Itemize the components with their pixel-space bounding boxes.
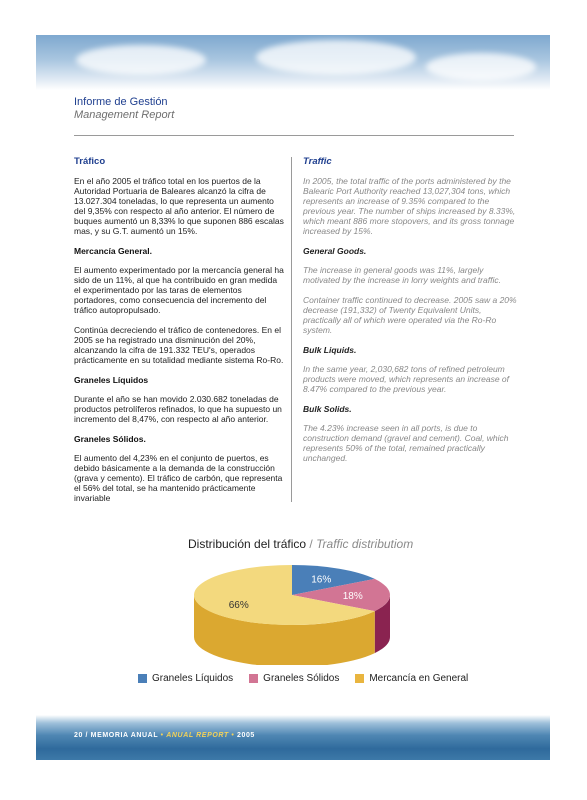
heading-bulk-solids: Bulk Solids. bbox=[303, 404, 352, 414]
footer-separator: / bbox=[85, 732, 89, 739]
footer-anual-report: ANUAL REPORT bbox=[166, 732, 229, 739]
legend-label: Graneles Líquidos bbox=[152, 673, 234, 684]
legend-label: Mercancía en General bbox=[369, 673, 469, 684]
cloud-decoration bbox=[256, 40, 416, 75]
english-column bbox=[303, 157, 518, 473]
chart-title bbox=[188, 537, 413, 551]
legend-item bbox=[138, 673, 233, 684]
spanish-column bbox=[74, 157, 286, 513]
pie-data-label: 16% bbox=[311, 574, 332, 586]
heading-solidos: Graneles Sólidos. bbox=[74, 434, 146, 444]
legend-label: Graneles Sólidos bbox=[263, 673, 340, 684]
paragraph: The 4.23% increase seen in all ports, is due to construction demand (gravel and cement). Coal, which represents 50% of the total, remained practically unchanged. bbox=[303, 423, 509, 463]
paragraph: In 2005, the total traffic of the ports administered by the Balearic Port Authority reached 13,027,304 tons, which represents an increase of 9.35% compared to the previous year. The number of ships increased by 8.33%, which meant 886 more stopovers, and its gross tonnage increased by 15%. bbox=[303, 176, 516, 236]
header-sky-banner bbox=[36, 35, 550, 90]
heading-traffic: Traffic bbox=[303, 156, 332, 167]
cloud-decoration bbox=[76, 45, 206, 75]
legend-swatch-solidos bbox=[249, 674, 258, 683]
footer-bullet: • bbox=[160, 732, 164, 739]
heading-bulk-liquids: Bulk Liquids. bbox=[303, 345, 357, 355]
pie-data-label: 18% bbox=[342, 591, 363, 602]
footer-memoria: MEMORIA ANUAL bbox=[90, 732, 159, 739]
chart-title-en: Traffic distributiom bbox=[316, 537, 414, 551]
heading-liquidos: Graneles Líquidos bbox=[74, 375, 149, 385]
heading-general-goods: General Goods. bbox=[303, 246, 367, 256]
chart-legend bbox=[138, 673, 468, 684]
header-divider bbox=[74, 135, 514, 136]
paragraph: Continúa decreciendo el tráfico de contenedores. En el 2005 se ha registrado una disminución del 20%, alcanzando la cifra de 191.332 TEU's, operados prácticamente en su totalidad mediante sistema Ro-Ro. bbox=[74, 325, 284, 365]
column-divider bbox=[291, 157, 292, 502]
page-footer bbox=[74, 732, 255, 739]
paragraph: Container traffic continued to decrease. 2005 saw a 20% decrease (191,332) of Twenty Equivalent Units, practically all of which were operated via the Ro-Ro system. bbox=[303, 295, 517, 335]
paragraph: El aumento experimentado por la mercancía general ha sido de un 11%, al que ha contribuido en gran medida el experimentado por las taras de elementos portadores, como consecuencia del incremento del tráfico autopropulsado. bbox=[74, 265, 284, 315]
page-number: 20 bbox=[74, 732, 83, 739]
paragraph: Durante el año se han movido 2.030.682 toneladas de productos petrolíferos refinados, lo que ha supuesto un incremento del 8,47%, con respecto al año anterior. bbox=[74, 394, 282, 424]
heading-trafico: Tráfico bbox=[74, 156, 106, 167]
legend-item bbox=[355, 673, 468, 684]
footer-bullet: • bbox=[231, 732, 235, 739]
section-title-es: Informe de Gestión bbox=[74, 96, 168, 108]
paragraph: En el año 2005 el tráfico total en los puertos de la Autoridad Portuaria de Baleares alcanzó la cifra de 13.027.304 toneladas, lo que representa un aumento del 9,35% con respecto al año anterior. El número de buques aumentó un 8,33% lo que suponen 886 escalas mas, y su G.T. aumentó un 15%. bbox=[74, 176, 284, 236]
paragraph: El aumento del 4,23% en el conjunto de puertos, es debido básicamente a la demanda de la construcción (grava y cemento). El tráfico de carbón, que representa el 56% del total, se ha mantenido prácticamente invariable bbox=[74, 453, 283, 503]
footer-year: 2005 bbox=[236, 732, 255, 739]
pie-data-label: 66% bbox=[228, 599, 249, 611]
chart-title-separator: / bbox=[309, 537, 313, 551]
paragraph: The increase in general goods was 11%, largely motivated by the increase in lorry weights and traffic. bbox=[303, 265, 501, 285]
pie-chart bbox=[180, 555, 420, 665]
legend-swatch-liquidos bbox=[138, 674, 147, 683]
heading-mercancia: Mercancía General. bbox=[74, 246, 152, 256]
section-title-en: Management Report bbox=[74, 109, 175, 121]
paragraph: In the same year, 2,030,682 tons of refined petroleum products were moved, which represents an increase of 8.47% compared to the previous year. bbox=[303, 364, 509, 394]
legend-swatch-mercancia bbox=[355, 674, 364, 683]
legend-item bbox=[249, 673, 339, 684]
cloud-decoration bbox=[426, 53, 536, 81]
chart-title-es: Distribución del tráfico bbox=[188, 537, 307, 551]
